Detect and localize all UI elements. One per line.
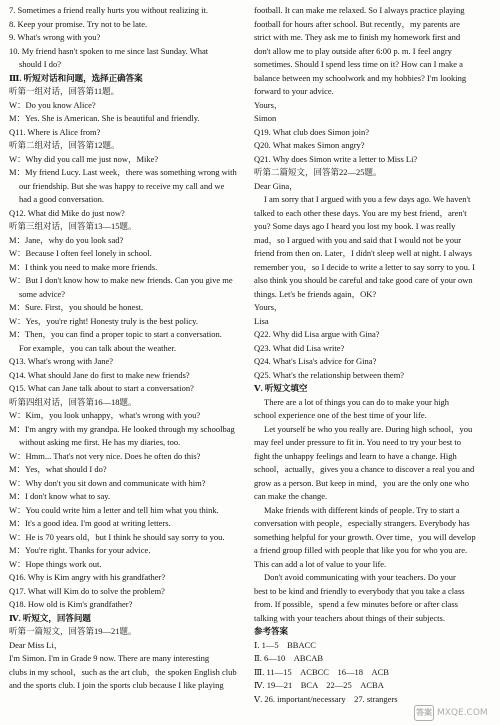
text-line: something helpful for your growth. Over time，you will develop [254,531,476,542]
text-line: M：Yes. She is American. She is beautiful and friendly. [9,113,200,123]
text-line: I'm Simon. I'm in Grade 9 now. There are many interesting [9,653,210,663]
watermark-logo: 答案 [414,705,434,721]
text-line: talked to each other these days. You are my best friend，aren't [254,207,467,218]
text-line: 听第一组对话，回答第11题。 [9,86,120,96]
text-line: school，actually，gives you a chance to discover a real you and [254,464,475,474]
text-line: 听第一篇短文，回答第19—21题。 [9,626,137,636]
text-line: W：Why did you call me just now，Mike? [9,153,159,164]
text-line: grow as a person. But keep in mind，you are the only one who [254,477,470,488]
text-line: Simon [254,113,277,123]
text-line: W：Yes，you're right! Honesty truly is the best policy. [9,315,198,326]
text-line: best to be kind and friendly to everybody that you take a class [254,585,465,596]
text-line: M：I don't know what to say. [9,491,111,501]
text-line: Q14. What should Jane do first to make new friends? [9,369,190,380]
text-line: fight the unhappy feelings and learn to have a change. High [254,450,457,461]
text-line: clubs in my school，such as the art club，the spoken English club [9,666,237,677]
text-line: M：You're right. Thanks for your advice. [9,545,151,555]
text-line: W：Hope things work out. [9,558,102,569]
text-line: and the sports club. I join the sports club because I like playing [9,680,224,690]
text-line: Ⅰ. 1—5 BBACC [254,639,316,650]
text-line: Q13. What's wrong with Jane? [9,356,114,366]
text-line: Q11. Where is Alice from? [9,126,101,137]
text-line: mad，so I argued with you and said that I would not be your [254,234,462,245]
text-line: Ⅳ. 19—21 BCA 22—25 ACBA [254,680,384,690]
text-line: Q24. What's Lisa's advice for Gina? [254,356,377,366]
text-line: Lisa [254,315,269,326]
text-line: 7. Sometimes a friend really hurts you without realizing it. [9,5,208,15]
text-line: W：You could write him a letter and tell him what you think. [9,504,219,515]
text-line: Make friends with different kinds of people. Try to start a [264,504,460,515]
text-line: Q21. Why does Simon write a letter to Miss Li? [254,153,418,164]
text-line: W：Do you know Alice? [9,99,96,110]
text-line: sometimes. Should I spend less time on it? How can I make a [254,59,463,69]
text-line: 听第三组对话，回答第13—15题。 [9,221,137,231]
text-line: our friendship. But she was happy to receive my call and we [19,180,225,191]
text-line: M：My friend Lucy. Last week，there was something wrong with [9,167,237,177]
text-line: Q20. What makes Simon angry? [254,140,365,150]
text-line: 8. Keep your promise. Try not to be late. [9,18,148,29]
text-line: Q18. How old is Kim's grandfather? [9,599,133,609]
text-line: remember you，so I decide to write a letter to say sorry to you. I [254,261,475,272]
text-line: M：I'm angry with my grandpa. He looked through my schoolbag [9,423,235,434]
section-heading: 参考答案 [254,626,289,636]
text-line: M：Then，you can find a proper topic to start a conversation. [9,329,222,339]
text-line: 听第二篇短文，回答第22—25题。 [254,167,382,177]
text-line: conversation with people，especially strangers. Everybody has [254,518,470,528]
text-line: a friend group filled with people that like you for who you are. [254,545,468,555]
text-line: Q12. What did Mike do just now? [9,207,125,218]
text-line: W：Why don't you sit down and communicate with him? [9,477,206,488]
text-line: forward to your advice. [254,86,334,96]
text-line: should I do? [19,59,62,69]
text-line: Q16. Why is Kim angry with his grandfather? [9,572,166,582]
text-line: M：Yes，what should I do? [9,464,107,474]
text-line: This can add a lot of value to your life. [254,558,387,569]
text-line: Dear Miss Li， [9,639,63,650]
text-line: some advice? [19,288,66,299]
text-line: For example，you can talk about the weather. [19,342,176,353]
text-line: Don't avoid communicating with your teachers. Do your [264,572,456,582]
watermark-text: MXQE.COM [437,708,488,718]
text-line: Ⅴ. 26. important/necessary 27. strangers [254,693,398,704]
text-line: M：It's a good idea. I'm good at writing letters. [9,518,171,528]
text-line: Yours， [254,302,283,312]
text-line: talking with your teachers about things of their subjects. [254,612,445,623]
text-line: can make the change. [254,491,328,501]
text-line: strict with me. They ask me to finish my homework first and [254,32,461,42]
text-line: Q19. What club does Simon join? [254,126,370,137]
text-line: don't allow me to play outside after 6:00 p. m. I feel angry [254,45,452,56]
text-line: W：But I don't know how to make new friends. Can you give me [9,275,233,285]
text-line: 听第二组对话，回答第12题。 [9,140,120,150]
text-line: may feel under pressure to fit in. You need to try your best to [254,437,462,447]
text-line: friend from then on. Later，I didn't sleep well at night. I always [254,248,472,258]
text-line: also think you should be careful and take good care of your own [254,275,473,285]
text-line: things. Let's be friends again，OK? [254,288,377,299]
text-line: Q17. What will Kim do to solve the problem? [9,585,165,596]
right-column [254,4,492,706]
text-line: W：He is 70 years old，but I think he should say sorry to you. [9,531,225,542]
text-line: There are a lot of things you can do to make your high [264,396,450,407]
text-line: Q15. What can Jane talk about to start a conversation? [9,383,194,393]
text-line: without asking me first. He has my diaries, too. [19,437,181,447]
text-line: Q25. What's the relationship between them? [254,369,405,380]
text-line: football for hours after school. But recently，my parents are [254,18,461,29]
section-heading: Ⅳ. 听短文，回答问题 [9,612,91,623]
text-line: W：Because I often feel lonely in school. [9,248,152,258]
text-line: Yours， [254,99,283,110]
text-line: Dear Gina， [254,180,298,191]
text-line: W：Kim，you look unhappy，what's wrong with you? [9,410,201,420]
section-heading: Ⅲ. 听短对话和问题，选择正确答案 [9,72,143,83]
site-watermark [414,703,496,723]
text-line: 10. My friend hasn't spoken to me since last Sunday. What [9,45,209,56]
text-line: 听第四组对话，回答第16—18题。 [9,396,137,407]
section-heading: Ⅴ. 听短文填空 [254,383,308,393]
text-line: W：Hmm... That's not very nice. Does he often do this? [9,450,201,461]
text-line: I am sorry that I argued with you a few days ago. We haven't [264,194,471,204]
text-line: Q22. Why did Lisa argue with Gina? [254,329,380,339]
text-line: Q23. What did Lisa write? [254,342,345,353]
text-line: M：Jane，why do you look sad? [9,234,124,245]
text-line: Ⅱ. 6—10 ABCAB [254,653,324,663]
text-line: balance between my schoolwork and my hobbies? I'm looking [254,72,467,83]
text-line: Ⅲ. 11—15 ACBCC 16—18 ACB [254,666,389,677]
text-line: football. It can make me relaxed. So I always practice playing [254,5,465,15]
text-line: had a good conversation. [19,194,104,204]
text-line: M：I think you need to make more friends. [9,261,158,272]
text-line: 9. What's wrong with you? [9,32,101,42]
text-line: you? Some days ago I heard you lost my book. I was really [254,221,456,231]
text-line: M：Sure. First，you should be honest. [9,302,144,312]
text-line: school experience one of the best time of your life. [254,410,427,420]
text-line: from. If possible，spend a few minutes before or after class [254,599,458,609]
text-line: Let yourself be who you really are. During high school，you [264,423,473,434]
left-column [9,4,241,693]
